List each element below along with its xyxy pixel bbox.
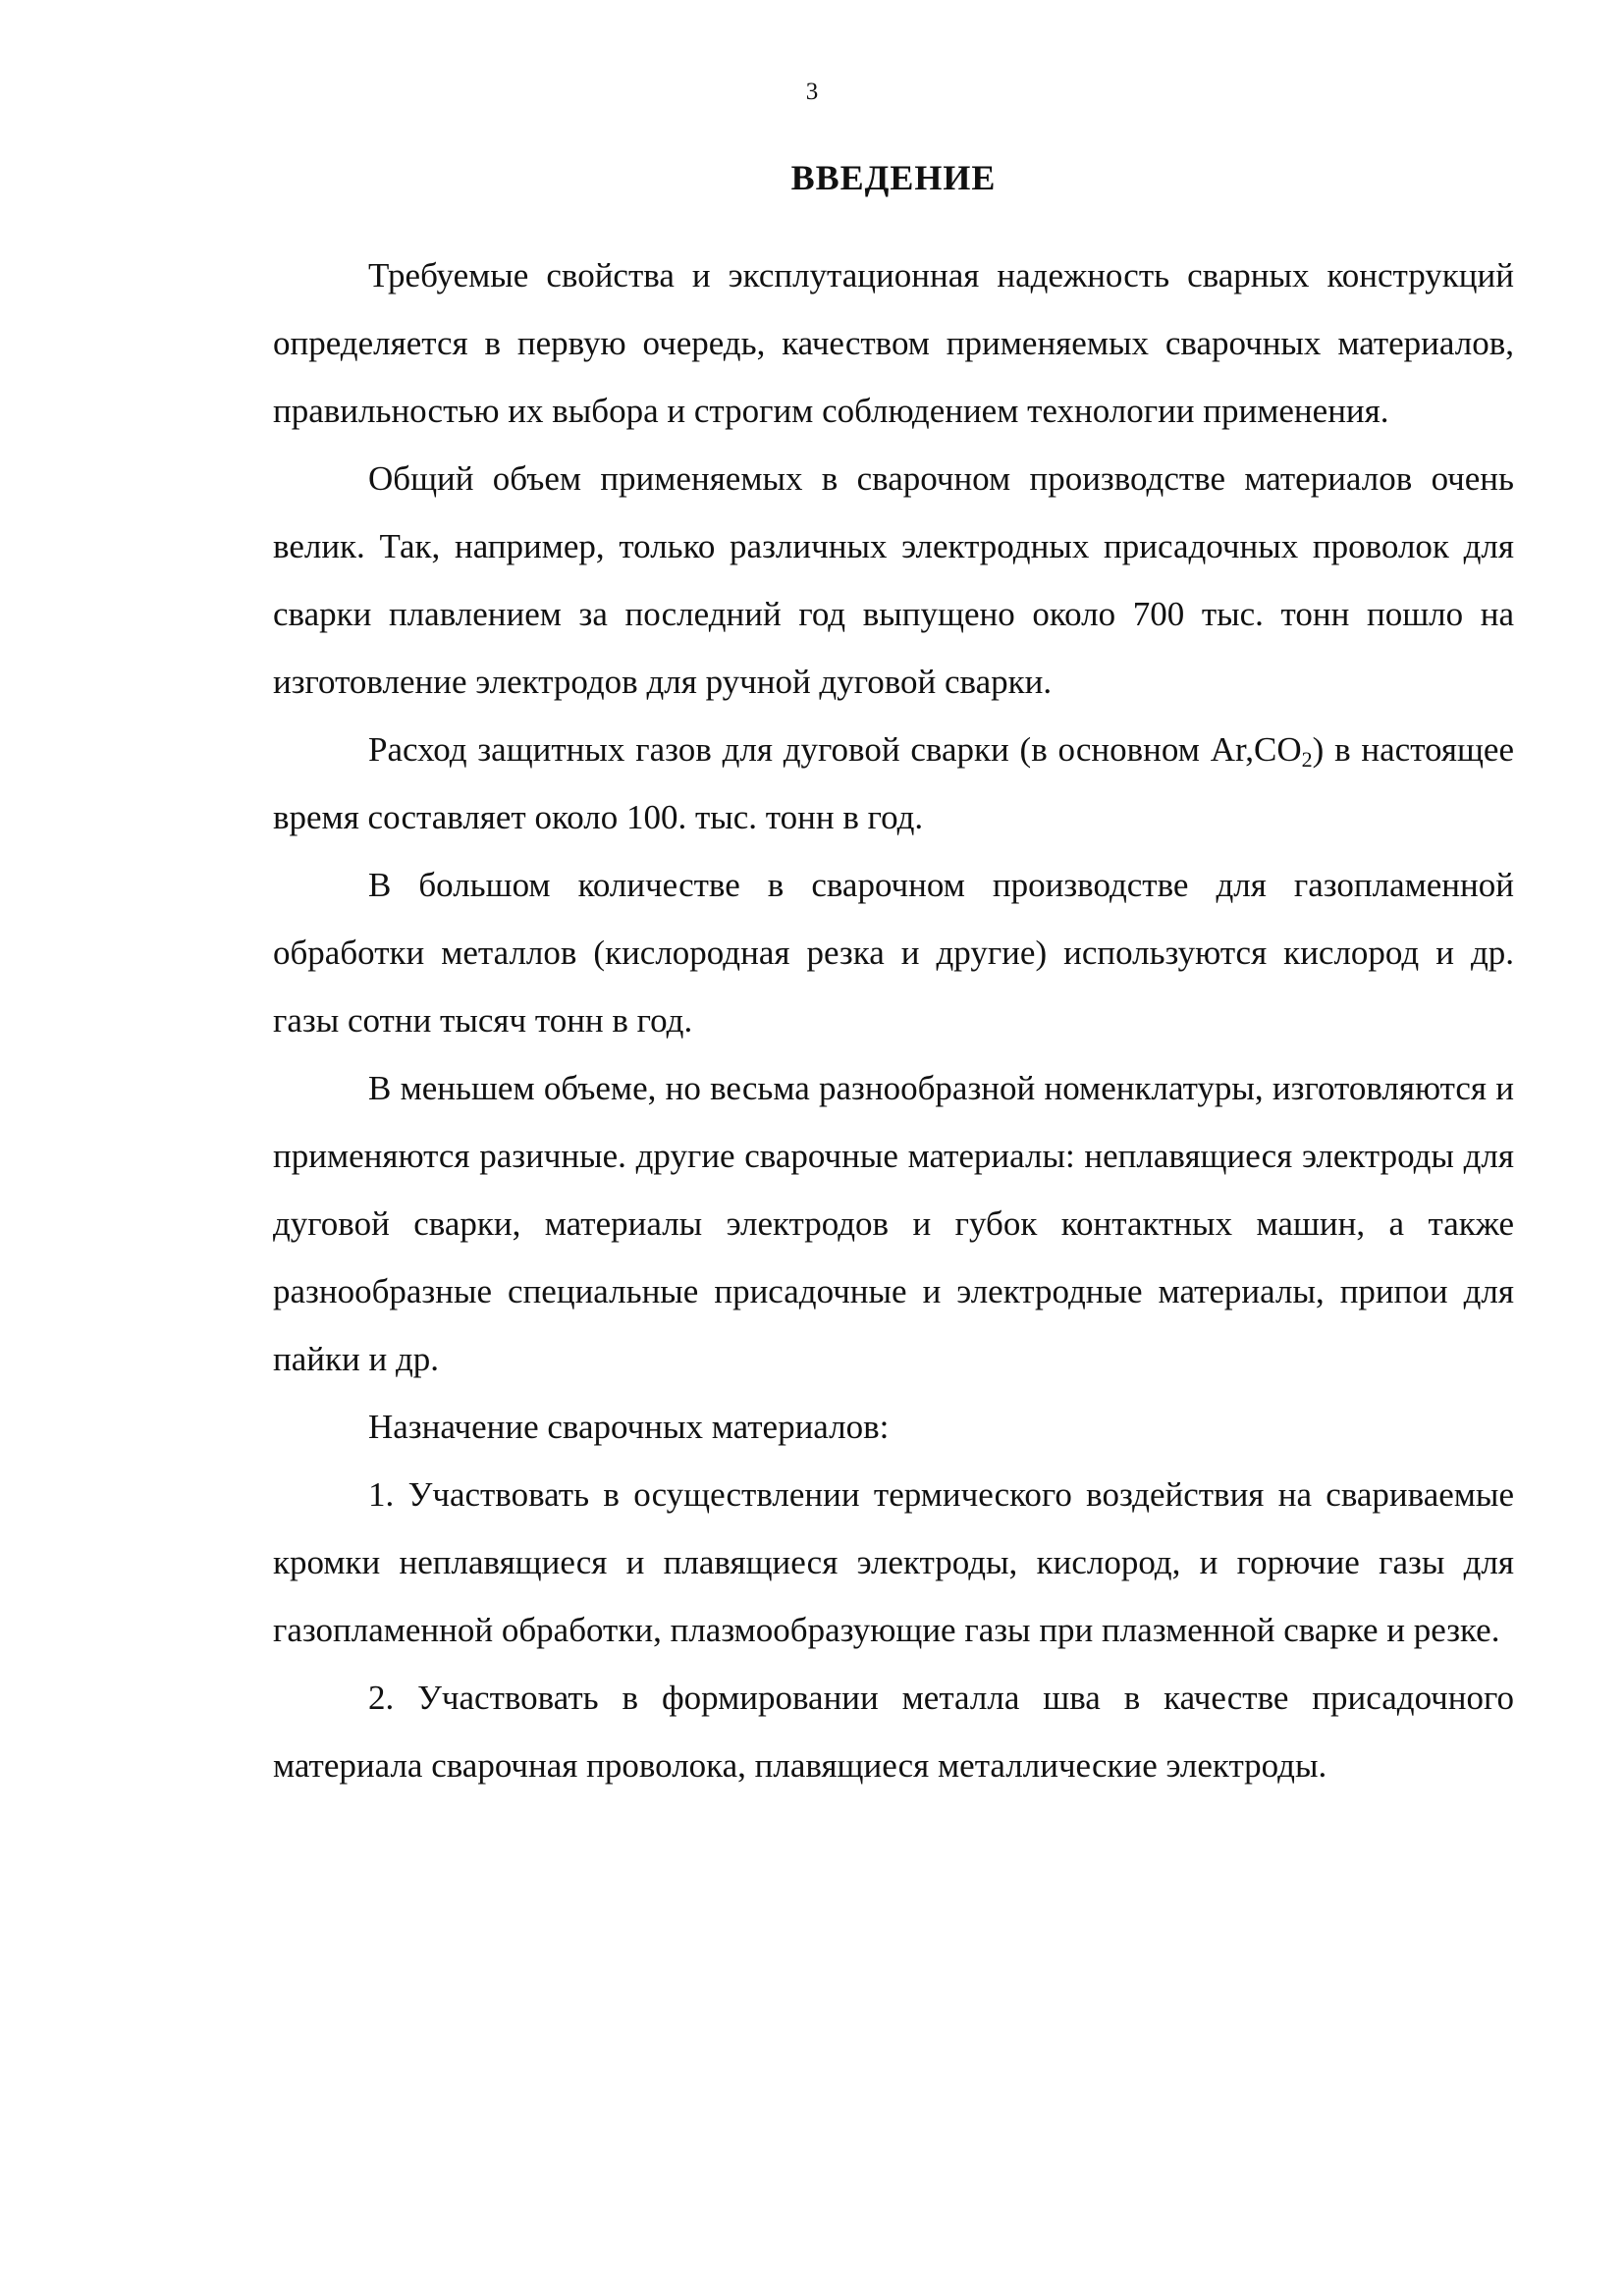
- paragraph-requirements: Требуемые свойства и эксплутационная надежность сварных конструкций определяется в первую очередь, качеством применяемых сварочных материалов, правильностью их выбора и строгим соблюдением технологии применения.: [273, 256, 1514, 430]
- document-heading: ВВЕДЕНИЕ: [790, 158, 997, 197]
- paragraph-volume: Общий объем применяемых в сварочном производстве материалов очень велик. Так, например, только различных электродных присадочных проволок для сварки плавлением за последний год выпущено около 700 тыс. тонн пошло на изготовление электродов для ручной дуговой сварки.: [273, 459, 1514, 701]
- paragraph-shielding-gases: [273, 716, 1514, 851]
- list-item-1: 1. Участвовать в осуществлении термического воздействия на свариваемые кромки неплавящиеся и плавящиеся электроды, кислород, и горючие газы для газопламенной обработки, плазмообразующие газы при плазменной сварке и резке.: [273, 1475, 1514, 1649]
- paragraph-gas-flame: В большом количестве в сварочном производстве для газопламенной обработки металлов (кислородная резка и другие) используются кислород и др. газы сотни тысяч тонн в год.: [273, 866, 1514, 1040]
- co2-subscript: 2: [1301, 747, 1313, 772]
- document-body: [273, 241, 1514, 1799]
- page-number: 3: [805, 79, 819, 105]
- paragraph-other-materials: В меньшем объеме, но весьма разнообразной номенклатуры, изготовляются и применяются разичные. другие сварочные материалы: неплавящиеся электроды для дуговой сварки, материалы электродов и губок контактных машин, а также разнообразные специальные присадочные и электродные материалы, припои для пайки и др.: [273, 1069, 1514, 1378]
- list-item-2: 2. Участвовать в формировании металла шва в качестве присадочного материала сварочная проволока, плавящиеся металлические электроды.: [273, 1679, 1514, 1785]
- paragraph-purpose-heading: Назначение сварочных материалов:: [368, 1408, 890, 1446]
- shielding-gases-text-end: ) в настоящее время составляет около 100. тыс. тонн в год.: [273, 730, 1514, 836]
- shielding-gases-text-start: Расход защитных газов для дуговой сварки (в основном Ar,CO: [368, 730, 1302, 769]
